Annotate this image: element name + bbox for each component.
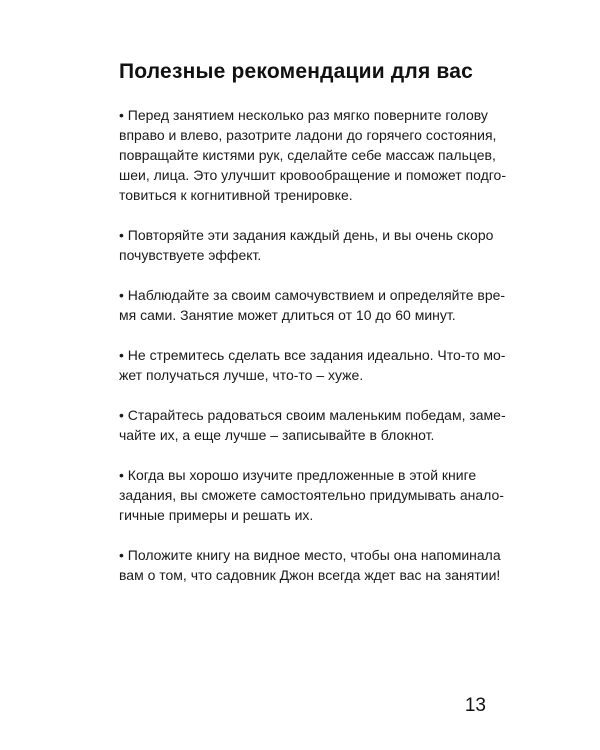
tip-item [119, 465, 504, 525]
tip-line: • Повторяйте эти задания каждый день, и вы очень скоро [119, 227, 494, 243]
tip-line: чайте их, а еще лучше – записывайте в блокнот. [119, 427, 435, 443]
tip-line: • Когда вы хорошо изучите предложенные в этой книге [119, 467, 477, 483]
tip-item [119, 285, 506, 325]
page-number: 13 [464, 695, 486, 716]
tip-line: • Положите книгу на видное место, чтобы она напоминала [119, 547, 501, 563]
tip-line: вправо и влево, разотрите ладони до горячего состояния, [119, 127, 497, 143]
tip-line: жет получаться лучше, что-то – хуже. [119, 367, 364, 383]
tip-line: почувствуете эффект. [119, 247, 262, 263]
tip-line: задания, вы сможете самостоятельно придумывать анало- [119, 487, 504, 503]
tip-item [119, 405, 506, 445]
tip-line: • Не стремитесь сделать все задания идеально. Что-то мо- [119, 347, 506, 363]
tip-item [119, 225, 494, 265]
tip-item [119, 545, 501, 585]
tip-line: вам о том, что садовник Джон всегда ждет вас на занятии! [119, 567, 501, 583]
tip-item [119, 105, 507, 205]
tip-line: повращайте кистями рук, сделайте себе массаж пальцев, [119, 147, 496, 163]
tip-line: • Перед занятием несколько раз мягко поверните голову [119, 107, 488, 123]
tip-line: • Наблюдайте за своим самочувствием и определяйте вре- [119, 287, 506, 303]
tip-line: шеи, лица. Это улучшит кровообращение и поможет подго- [119, 167, 507, 183]
page-title: Полезные рекомендации для вас [119, 60, 474, 83]
tip-line: товиться к когнитивной тренировке. [119, 187, 353, 203]
tip-line: мя сами. Занятие может длиться от 10 до 60 минут. [119, 307, 456, 323]
tip-line: гичные примеры и решать их. [119, 507, 314, 523]
tip-item [119, 345, 506, 385]
tip-line: • Старайтесь радоваться своим маленьким победам, заме- [119, 407, 506, 423]
tips-list [119, 105, 507, 605]
